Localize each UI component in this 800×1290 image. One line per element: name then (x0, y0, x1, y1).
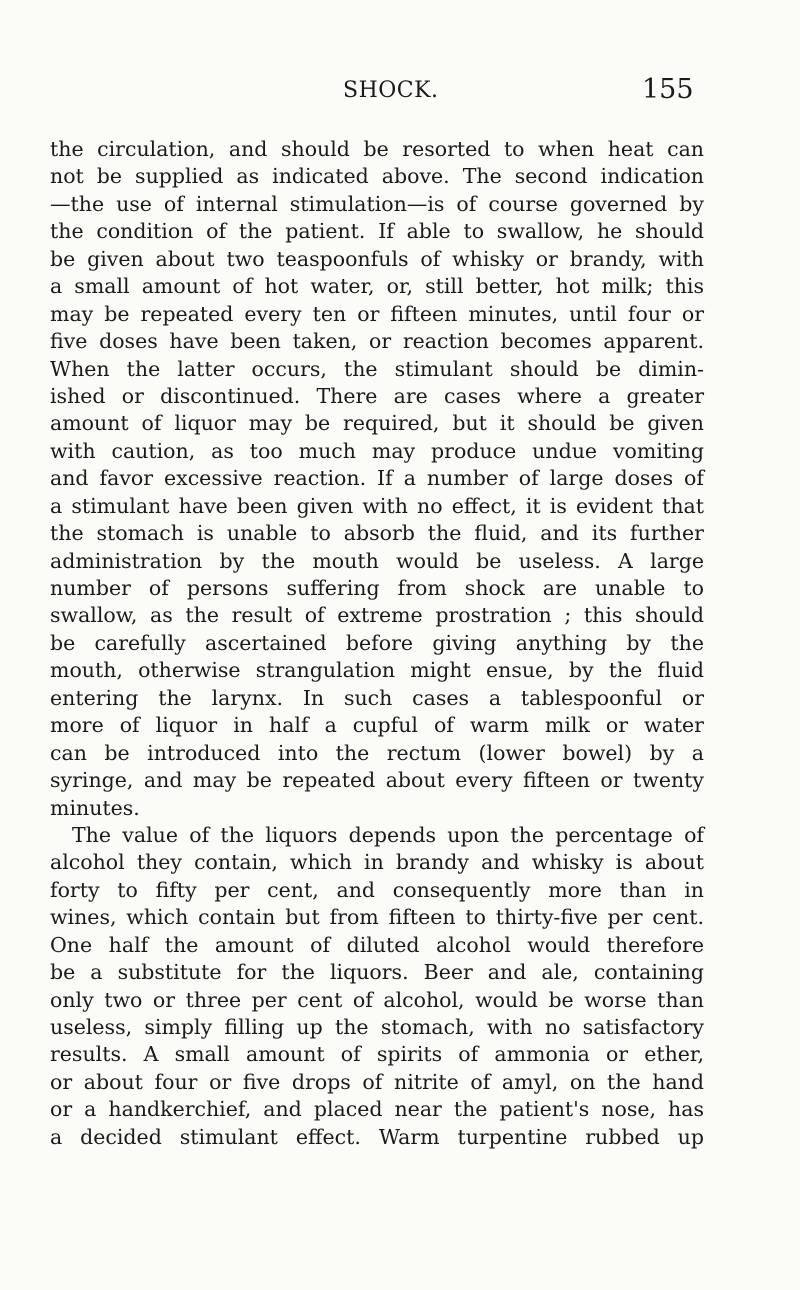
text-line: results. A small amount of spirits of ammonia or ether, (50, 1042, 704, 1067)
text-line: —the use of internal stimulation—is of course governed by (50, 191, 704, 216)
text-line: amount of liquor may be required, but it should be given (50, 411, 704, 436)
text-line: One half the amount of diluted alcohol would therefore (50, 932, 704, 957)
text-line: or about four or five drops of nitrite of amyl, on the hand (50, 1069, 704, 1094)
running-title: SHOCK. (343, 78, 439, 103)
text-line: useless, simply filling up the stomach, with no satisfactory (50, 1015, 704, 1039)
text-line: ished or discontinued. There are cases where a greater (50, 383, 704, 408)
text-line: be carefully ascertained before giving anything by the (50, 630, 704, 655)
text-line: or a handkerchief, and placed near the patient's nose, has (50, 1097, 704, 1122)
text-line: be a substitute for the liquors. Beer and ale, containing (50, 960, 704, 985)
text-line: the condition of the patient. If able to swallow, he should (50, 219, 704, 244)
text-line: entering the larynx. In such cases a tablespoonful or (50, 685, 704, 710)
running-head (0, 74, 800, 108)
text-line: only two or three per cent of alcohol, would be worse than (50, 987, 704, 1012)
text-line: and favor excessive reaction. If a number of large doses of (50, 466, 704, 491)
page-number: 155 (642, 74, 694, 105)
text-line: number of persons suffering from shock are unable to (50, 576, 704, 600)
text-line: alcohol they contain, which in brandy and whisky is about (50, 850, 704, 875)
text-line: more of liquor in half a cupful of warm milk or water (50, 713, 704, 738)
text-line: the stomach is unable to absorb the fluid, and its further (50, 521, 704, 546)
text-line: may be repeated every ten or fifteen minutes, until four or (50, 301, 704, 326)
text-line: wines, which contain but from fifteen to thirty-five per cent. (50, 905, 704, 930)
text-line: a stimulant have been given with no effect, it is evident that (50, 493, 704, 518)
text-line: minutes. (50, 795, 140, 820)
text-line: When the latter occurs, the stimulant should be dimin- (50, 356, 704, 381)
text-line: the circulation, and should be resorted to when heat can (50, 137, 704, 161)
text-line: a decided stimulant effect. Warm turpentine rubbed up (50, 1124, 704, 1149)
text-line: The value of the liquors depends upon the percentage of (72, 822, 704, 847)
text-line: with caution, as too much may produce undue vomiting (50, 438, 704, 463)
text-line: five doses have been taken, or reaction becomes apparent. (50, 329, 704, 354)
text-line: syringe, and may be repeated about every fifteen or twenty (50, 768, 704, 793)
text-line: a small amount of hot water, or, still better, hot milk; this (50, 274, 704, 299)
text-line: mouth, otherwise strangulation might ensue, by the fluid (50, 658, 704, 683)
text-line: not be supplied as indicated above. The second indication (50, 164, 704, 189)
text-line: be given about two teaspoonfuls of whisky or brandy, with (50, 246, 704, 271)
body-text (50, 136, 704, 1151)
text-line: forty to fifty per cent, and consequently more than in (50, 877, 704, 902)
text-line: swallow, as the result of extreme prostration ; this should (50, 603, 704, 628)
text-line: can be introduced into the rectum (lower bowel) by a (50, 740, 704, 765)
text-line: administration by the mouth would be useless. A large (50, 548, 704, 573)
